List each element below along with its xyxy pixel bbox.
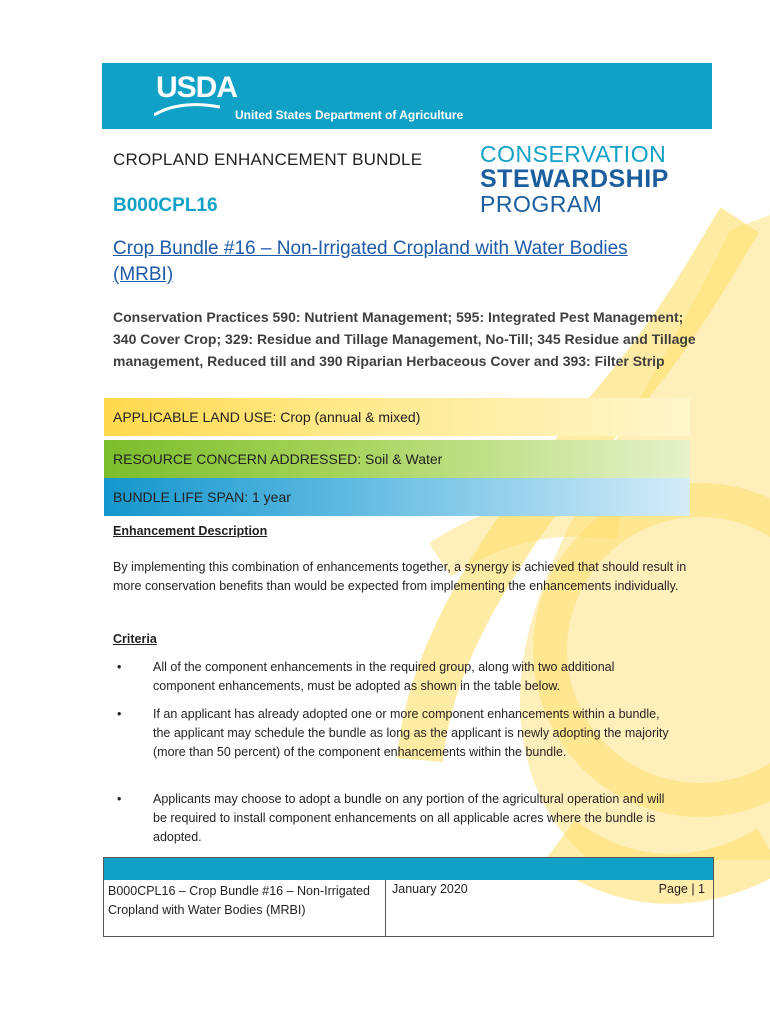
enhancement-description-heading: Enhancement Description: [113, 524, 268, 538]
bundle-title: CROPLAND ENHANCEMENT BUNDLE: [113, 150, 423, 169]
criteria-item-text: All of the component enhancements in the required group, along with two additional component enhancements, must be adopted as shown in the table below.: [153, 660, 615, 693]
bullet-icon: •: [117, 707, 122, 721]
usda-header-banner: [102, 63, 712, 129]
csp-program-logo: [480, 143, 669, 216]
conservation-practices-text: Conservation Practices 590: Nutrient Management; 595: Integrated Pest Management; 340 Cover Crop; 329: Residue and Tillage Management, No-Till; 345 Residue and Tillage management, Reduced till and 390 Riparian Herbaceous Cover and 393: Filter Strip: [113, 309, 696, 369]
criteria-item-text: Applicants may choose to adopt a bundle on any portion of the agricultural operation and will be required to install component enhancements on all applicable acres where the bundle is adopted.: [153, 792, 665, 844]
usda-swoosh-icon: [154, 103, 220, 117]
enhancement-description-text: By implementing this combination of enhancements together, a synergy is achieved that should result in more conservation benefits than would be expected from implementing the enhancements individually.: [113, 560, 687, 593]
usda-logo: USDA: [156, 71, 238, 104]
criteria-item-text: If an applicant has already adopted one or more component enhancements within a bundle, the applicant may schedule the bundle as long as the applicant is newly adopting the majority (more than 50 percent) of the component enhancements within the bundle.: [153, 707, 669, 759]
footer-color-bar: [104, 858, 713, 880]
csp-logo-line2: STEWARDSHIP: [480, 165, 669, 193]
footer-page-number: Page | 1: [658, 882, 705, 896]
crop-bundle-heading: Crop Bundle #16 – Non-Irrigated Cropland with Water Bodies (MRBI): [113, 238, 628, 285]
bullet-icon: •: [117, 792, 122, 806]
bundle-code: B000CPL16: [113, 195, 218, 216]
csp-logo-line3: PROGRAM: [480, 191, 603, 217]
agency-name: United States Department of Agriculture: [235, 108, 464, 122]
criteria-heading: Criteria: [113, 632, 157, 646]
footer-date: January 2020: [392, 882, 468, 896]
resource-concern-band: RESOURCE CONCERN ADDRESSED: Soil & Water: [104, 440, 690, 478]
life-span-band: BUNDLE LIFE SPAN: 1 year: [104, 478, 690, 516]
land-use-band: APPLICABLE LAND USE: Crop (annual & mixed): [104, 398, 690, 436]
bullet-icon: •: [117, 660, 122, 674]
footer-doc-title: B000CPL16 – Crop Bundle #16 – Non-Irrigated Cropland with Water Bodies (MRBI): [104, 880, 386, 936]
page-footer: [103, 857, 714, 937]
csp-logo-line1: CONSERVATION: [480, 141, 667, 167]
